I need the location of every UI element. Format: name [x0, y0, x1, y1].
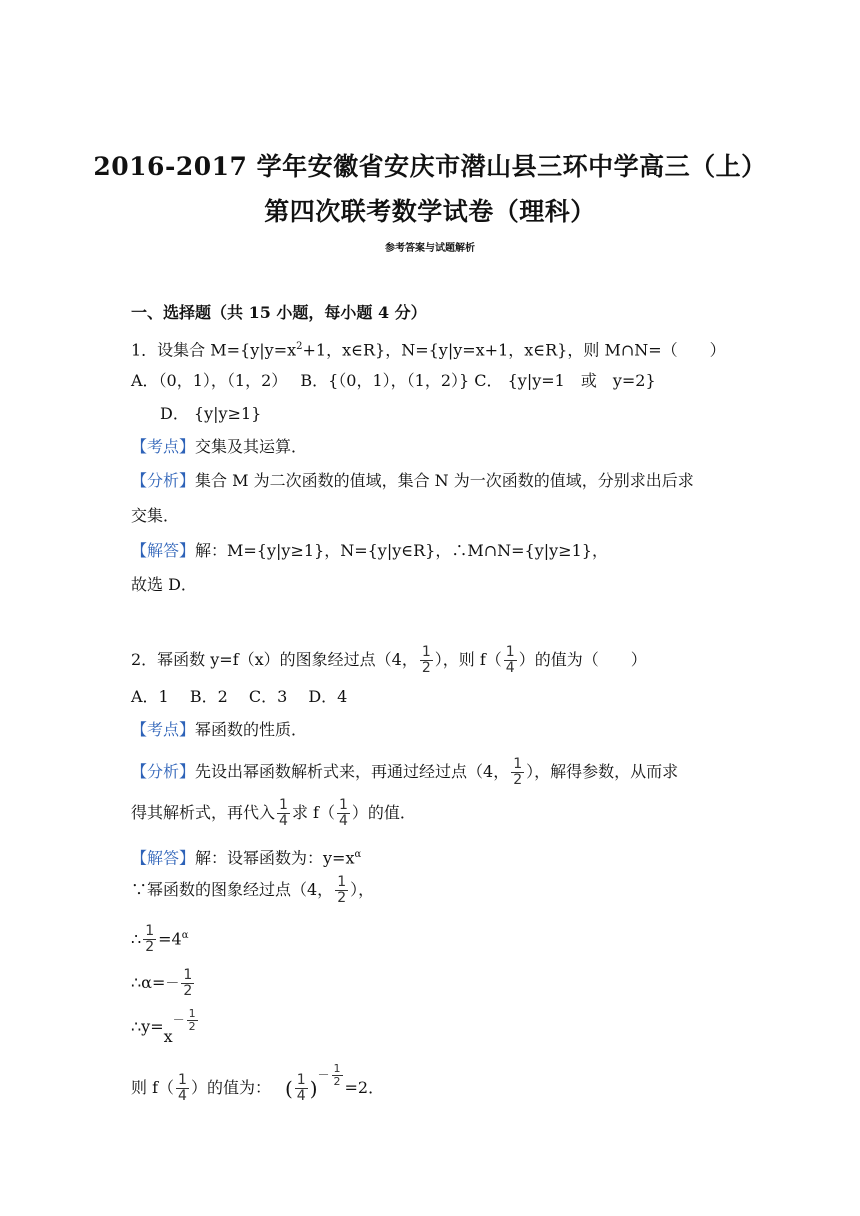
therefore-symbol: ∴	[131, 929, 142, 949]
final-result: =2．	[344, 1078, 385, 1097]
q2-jieda	[131, 845, 361, 868]
fenxi-tag: 【分析】	[131, 762, 196, 781]
numerator: 1	[188, 1007, 196, 1020]
denominator: 4	[505, 660, 515, 676]
numerator: 1	[183, 967, 193, 983]
q2-stem-part: ），则 f（	[434, 650, 502, 669]
fenxi-text: 先设出幂函数解析式来，再通过经过点（4，	[195, 762, 510, 781]
fraction-one-half	[335, 875, 348, 906]
equation-text: ∴α=	[131, 973, 166, 992]
fraction-one-half	[332, 1063, 343, 1088]
negative-half-exponent	[318, 1061, 345, 1089]
fraction-one-half	[181, 968, 194, 999]
q1-fenxi	[131, 471, 694, 491]
numerator: 1	[338, 797, 348, 813]
fraction-one-quarter	[176, 1073, 189, 1104]
fraction-one-quarter	[504, 645, 517, 676]
denominator: 2	[183, 983, 193, 999]
negative-half-exponent	[173, 1008, 200, 1033]
denominator: 2	[188, 1020, 196, 1033]
paren-open: (	[284, 1076, 293, 1101]
q2-therefore-2	[131, 968, 196, 999]
numerator: 1	[333, 1062, 341, 1075]
section-heading: 一、选择题（共 15 小题，每小题 4 分）	[131, 303, 427, 322]
q1-jieda	[131, 541, 608, 561]
because-text: ∵幂函数的图象经过点（4，	[131, 880, 334, 899]
denominator: 4	[338, 813, 348, 829]
fraction-one-half	[420, 645, 433, 676]
numerator: 1	[279, 797, 288, 813]
q1-options-abc: A．（0，1），（1，2） B．{（0，1），（1，2）} C． {y|y=1 或 y=2}	[131, 371, 656, 390]
q1-kaodian	[131, 437, 307, 457]
fenxi-text: 求 f（	[291, 803, 335, 822]
fraction-one-quarter	[295, 1073, 308, 1104]
q1-stem-part: 1．设集合 M={y|y=x	[131, 340, 297, 360]
fenxi-text: ）的值．	[351, 803, 416, 822]
denominator: 4	[279, 813, 288, 829]
equation-text: ∴y=	[131, 1017, 164, 1036]
numerator: 1	[145, 923, 155, 940]
numerator: 1	[513, 756, 523, 772]
denominator: 2	[421, 660, 431, 676]
q2-because	[131, 875, 374, 906]
fraction-one-half	[511, 757, 524, 788]
q2-stem	[131, 645, 647, 676]
fraction-one-half	[143, 924, 156, 955]
jieda-text: 解：设幂函数为：y=x	[195, 848, 355, 868]
final-text: 则 f（	[131, 1078, 175, 1097]
q2-fenxi-cont	[131, 798, 416, 829]
fraction-one-half	[187, 1008, 198, 1033]
q2-therefore-1	[131, 924, 188, 955]
numerator: 1	[337, 874, 347, 890]
numerator: 1	[296, 1072, 306, 1088]
q1-stem-exponent: 2	[296, 341, 303, 352]
q2-fenxi	[131, 757, 678, 788]
q2-final	[131, 1062, 385, 1104]
because-text: ），	[350, 880, 375, 899]
denominator: 2	[333, 1075, 341, 1088]
fenxi-text: ），解得参数，从而求	[526, 762, 679, 781]
q2-stem-part: ）的值为（ ）	[518, 650, 647, 669]
kaodian-text: 交集及其运算．	[195, 437, 308, 456]
denominator: 4	[178, 1088, 187, 1104]
fraction-one-quarter	[337, 798, 350, 829]
denominator: 2	[513, 772, 523, 788]
q2-stem-part: 2．幂函数 y=f（x）的图象经过点（4，	[131, 650, 418, 669]
jieda-tag: 【解答】	[131, 848, 196, 868]
denominator: 4	[296, 1088, 306, 1104]
exponent-alpha: α	[181, 930, 189, 941]
q1-fenxi-cont: 交集．	[131, 506, 180, 525]
equation-text: =4	[158, 929, 182, 949]
denominator: 2	[337, 890, 347, 906]
q2-kaodian	[131, 720, 307, 740]
final-text: ）的值为：	[190, 1078, 271, 1097]
jieda-text: 解：M={y|y≥1}，N={y|y∈R}，∴M∩N={y|y≥1}，	[195, 541, 608, 560]
minus-sign: －	[172, 1013, 185, 1027]
jieda-tag: 【解答】	[131, 541, 196, 560]
numerator: 1	[505, 644, 515, 660]
exponent-alpha: α	[354, 849, 362, 860]
q1-stem	[131, 337, 726, 360]
title-line-1: 2016-2017 学年安徽省安庆市潜山县三环中学高三（上）	[93, 152, 767, 181]
fenxi-tag: 【分析】	[131, 471, 196, 490]
kaodian-text: 幂函数的性质．	[195, 720, 308, 739]
paren-close: )	[309, 1076, 318, 1101]
q1-answer: 故选 D．	[131, 575, 197, 594]
fenxi-text: 得其解析式，再代入	[131, 803, 276, 822]
subtitle: 参考答案与试题解析	[385, 243, 475, 254]
numerator: 1	[178, 1072, 187, 1088]
q2-options: A．1 B．2 C．3 D．4	[131, 687, 348, 706]
denominator: 2	[145, 939, 155, 956]
base-x: x	[163, 1027, 173, 1046]
minus-sign: －	[317, 1068, 330, 1082]
q2-therefore-3	[131, 1007, 200, 1046]
power-expression	[284, 1062, 385, 1104]
kaodian-tag: 【考点】	[131, 720, 196, 739]
title-line-2: 第四次联考数学试卷（理科）	[264, 197, 596, 226]
q1-option-d: D． {y|y≥1}	[160, 404, 262, 423]
numerator: 1	[421, 644, 431, 660]
q1-stem-part: +1，x∈R}，N={y|y=x+1，x∈R}，则 M∩N=（ ）	[302, 340, 726, 360]
fraction-one-quarter	[277, 798, 290, 829]
fenxi-text: 集合 M 为二次函数的值域，集合 N 为一次函数的值域，分别求出后求	[195, 471, 694, 490]
kaodian-tag: 【考点】	[131, 437, 196, 456]
minus-sign: －	[165, 976, 180, 992]
